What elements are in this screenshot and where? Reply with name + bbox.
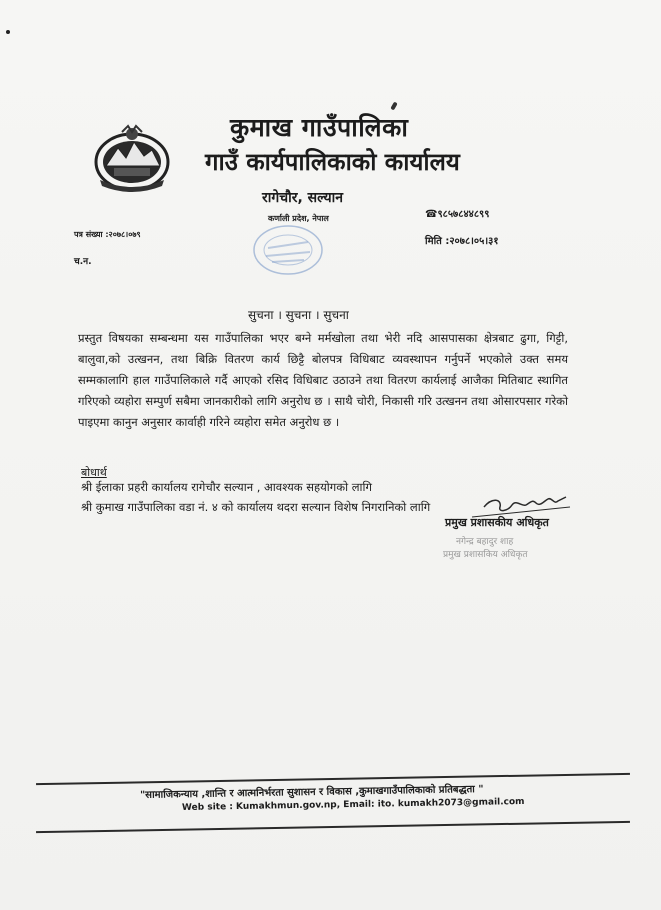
cc-title: बोधार्थ [81,466,107,479]
footer-contact: Web site : Kumakhmun.gov.np, Email: ito. kumakh2073@gmail.com [181,797,525,813]
letter-date: मिति :२०७८।०५।३१ [425,236,499,247]
ink-dot [6,30,10,34]
dispatch-number: च.न. [74,257,92,267]
footer-rule-bottom [36,821,630,833]
signatory-title: प्रमुख प्रशासकीय अधिकृत [445,516,549,529]
province-line: कर्णाली प्रदेश, नेपाल [268,214,329,223]
office-stamp-icon [248,218,328,278]
signatory-designation: प्रमुख प्रशासकिय अधिकृत [443,550,528,560]
office-subname: गाउँ कार्यपालिकाको कार्यालय [205,148,460,176]
nepal-emblem-icon [92,124,172,194]
office-location: रागेचौर, सल्यान [262,190,344,206]
notice-body: प्रस्तुत विषयका सम्बन्धमा यस गाउँपालिका भएर बग्ने मर्मखोला तथा भेरी नदि आसपासका क्षेत्रबाट ढुगा, गिट्टी, बालुवा,को उत्खनन, तथा बिक्रि वितरण कार्य छिट्टै बोलपत्र विधिबाट व्यवस्थापन गर्नुपर्ने भएकोले उक्त समय सम्मकालागि हाल गाउँपालिकाले गर्दै आएको रसिद विधिबाट उठाउने तथा वितरण कार्यलाई आजैका मितिबाट स्थागित गरिएको व्यहोरा सम्पुर्ण सबैमा जानकारीको लागि अनुरोध छ । साथै चोरी, निकासी गरि उत्खनन तथा ओसारपसार गरेको पाइएमा कानुन अनुसार कार्वाही गरिने व्यहोरा समेत अनुरोध छ । [78,331,568,429]
cc-line: श्री ईलाका प्रहरी कार्यालय रागेचौर सल्यान , आवश्यक सहयोगको लागि [81,480,372,494]
office-name: कुमाख गाउँपालिका [230,113,409,142]
phone-number: ☎९८५७८४४८९९ [425,209,490,220]
reference-number: पत्र संख्या :२०७८।०७९ [74,230,141,239]
signatory-name: नगेन्द्र बहादुर शाह [456,537,514,547]
footer-motto: "सामाजिकन्याय ,शान्ति र आत्मनिर्भरता सुशासन र विकास ,कुमाखगाउँपालिकाको प्रतिबद्धता " [139,784,484,801]
notice-title: सुचना । सुचना । सुचना [248,308,349,322]
cc-line: श्री कुमाख गाउँपालिका वडा नं. ४ को कार्यालय थदरा सल्यान विशेष निगरानिको लागि [81,500,431,514]
